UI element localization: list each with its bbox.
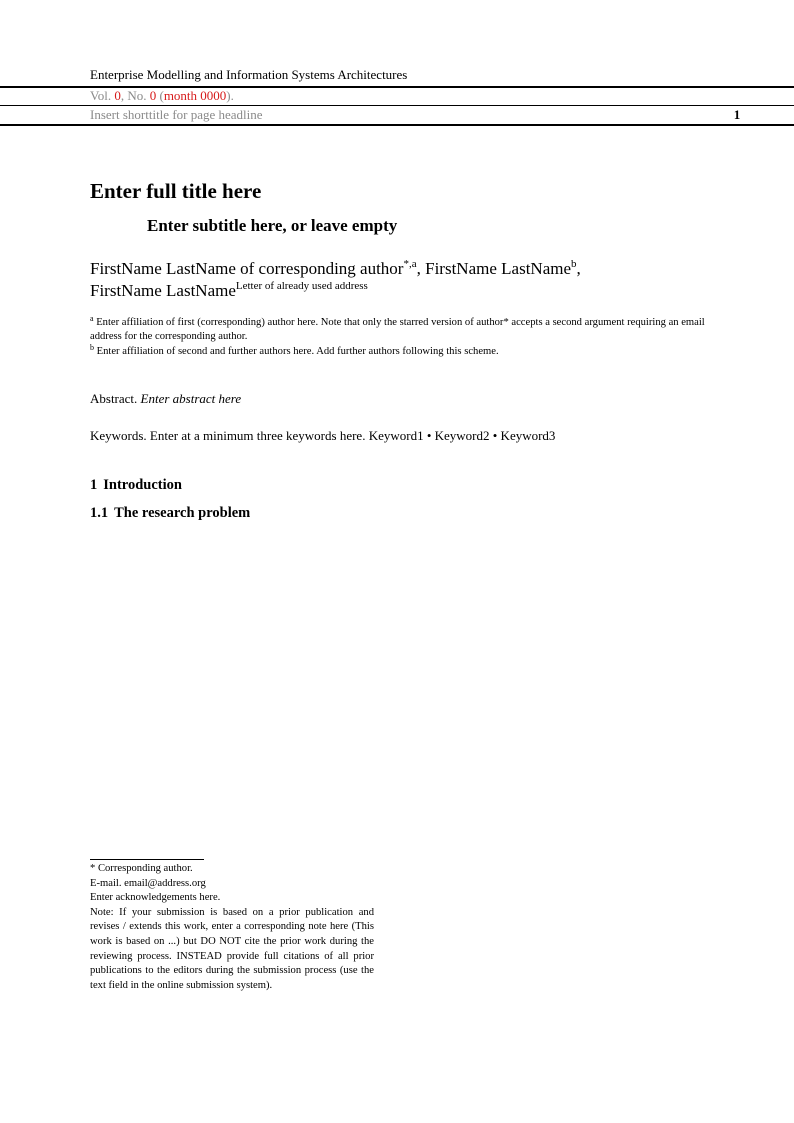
volume-label: Vol. <box>90 88 115 103</box>
date-open: ( <box>156 88 164 103</box>
footnote-acknowledgements: Enter acknowledgements here. <box>90 892 221 904</box>
abstract-label: Abstract. <box>90 391 141 406</box>
affiliation-text: Enter affiliation of second and further authors here. Add further authors following this scheme. <box>94 345 499 357</box>
section-number: 1 <box>90 477 98 493</box>
keywords <box>90 428 555 444</box>
author-3: FirstName LastName <box>90 281 236 300</box>
header-rule-middle <box>0 105 794 106</box>
abstract <box>90 391 241 407</box>
journal-name: Enterprise Modelling and Information Systems Architectures <box>90 67 408 82</box>
keywords-list: Keyword1 • Keyword2 • Keyword3 <box>368 428 556 443</box>
footnote-rule <box>90 859 204 860</box>
abstract-text: Enter abstract here <box>140 391 242 406</box>
author-2: FirstName LastName <box>425 259 572 278</box>
section-heading <box>90 476 182 494</box>
author-separator: , <box>576 259 581 278</box>
affiliation-a <box>90 316 710 345</box>
short-title: Insert shorttitle for page headline <box>90 107 263 122</box>
footnotes <box>90 862 374 993</box>
footnote-email: E-mail. email@address.org <box>90 877 206 889</box>
header-rule-bottom <box>0 124 794 126</box>
paper-title: Enter full title here <box>90 179 262 203</box>
number-value: 0 <box>149 88 157 103</box>
date-value: month 0000 <box>163 88 227 103</box>
number-label: , No. <box>120 88 150 103</box>
subsection-heading <box>90 504 250 522</box>
author-list <box>90 258 730 302</box>
section-title: Introduction <box>103 477 182 493</box>
volume-value: 0 <box>114 88 121 103</box>
author-separator: , <box>416 259 426 278</box>
affiliation-mark: b <box>90 342 94 352</box>
subsection-number: 1.1 <box>90 505 109 521</box>
author-1: FirstName LastName of corresponding author <box>90 259 404 278</box>
keywords-label: Keywords. Enter at a minimum three keywords here. <box>90 428 369 443</box>
paper-subtitle: Enter subtitle here, or leave empty <box>147 216 398 235</box>
footnote-note: Note: If your submission is based on a prior publication and revises / extends this work, enter a corresponding note here (This work is based on ...) but DO NOT cite the prior work during the reviewing process. INSTEAD provide full citations of all prior publications to the editors during the submission process (use the text field in the online submission system). <box>90 906 374 991</box>
subsection-title: The research problem <box>114 505 251 521</box>
affiliations <box>90 316 710 359</box>
affiliation-b <box>90 342 710 359</box>
page-number: 1 <box>733 107 741 122</box>
footnote-corresponding: * Corresponding author. <box>90 863 193 874</box>
affiliation-mark: a <box>90 314 94 323</box>
author-1-marks: *,a <box>403 258 417 270</box>
author-3-marks: Letter of already used address <box>235 280 368 292</box>
date-close: ). <box>226 88 234 103</box>
affiliation-text: Enter affiliation of first (corresponding) author here. Note that only the starred version of author* accepts a second argument requiring an email address for the corresponding author. <box>90 317 705 343</box>
volume-line <box>90 88 234 104</box>
author-2-marks: b <box>571 258 577 270</box>
